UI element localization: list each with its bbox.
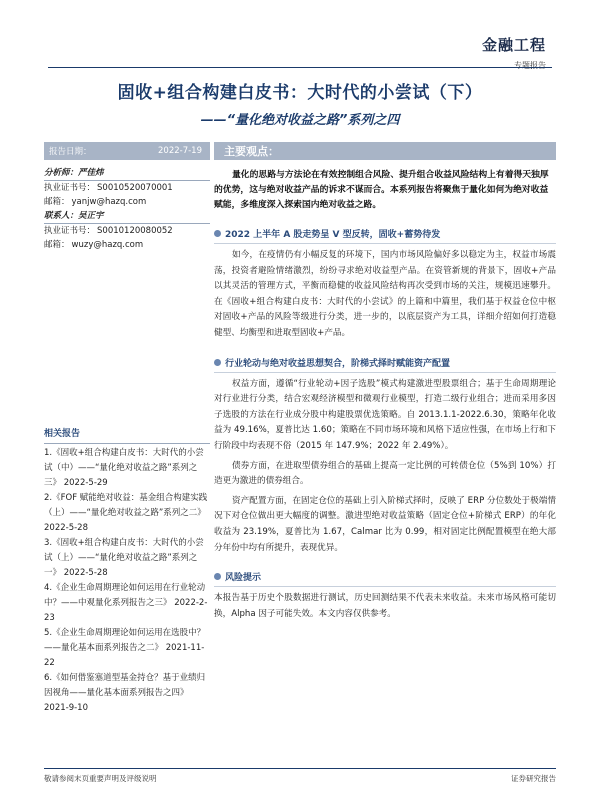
report-subtitle: ——“量化绝对收益之路”系列之四 — [200, 113, 400, 128]
cert-number: S0010520070001 — [97, 183, 173, 193]
related-report-text: 5.《企业生命周期理论如何运用在选股中？——量化基本面系列报告之二》 — [44, 628, 206, 653]
related-reports-list — [44, 446, 212, 716]
analyst-info — [44, 166, 210, 252]
main-content — [214, 142, 556, 622]
cert-label: 执业证书号： — [44, 226, 96, 236]
section-heading — [214, 356, 556, 373]
bullet-dot-icon — [214, 359, 221, 366]
related-reports-title: 相关报告 — [44, 426, 210, 444]
footer-disclaimer: 敬请参阅末页重要声明及评级说明 — [44, 774, 157, 783]
related-report-date: 2022-2-23 — [44, 598, 208, 623]
main-points-heading: 主要观点： — [214, 142, 556, 160]
related-report-text: 3.《固收+组合构建白皮书：大时代的小尝试（上）——“量化绝对收益之路”系列之一》 — [44, 538, 204, 578]
section-title: 2022 上半年 A 股走势呈 V 型反转，固收+蓄势待发 — [225, 230, 441, 240]
related-report-date: 2022-5-29 — [63, 478, 108, 488]
related-report-item[interactable] — [44, 446, 212, 491]
section-title: 风险提示 — [225, 573, 262, 584]
report-date-label: 报告日期： — [49, 147, 92, 157]
footer-label: 证券研究报告 — [511, 774, 556, 783]
related-report-date: 2021-11-22 — [44, 643, 205, 668]
email-link[interactable]: yanjw@hazq.com — [71, 197, 147, 207]
analyst-name: 分析师：严佳炜 — [44, 166, 210, 181]
report-date-bar — [44, 142, 210, 160]
header-divider — [48, 67, 552, 68]
related-report-item[interactable] — [44, 491, 212, 536]
related-report-date: 2021-9-10 — [44, 703, 88, 713]
section-heading — [214, 570, 556, 587]
footer-divider — [44, 768, 556, 769]
summary-paragraph: 量化的思路与方法论在有效控制组合风险、提升组合收益风险结构上有着得天独厚的优势，这与绝对收益产品的诉求不谋而合。本系列报告将聚焦于量化如何为绝对收益赋能，多维度深入探索国内绝对收益之路。 — [214, 170, 549, 210]
body-paragraph: 债券方面，在进取型债券组合的基础上提高一定比例的可转债仓位（5%到 10%）打造更为激进的债券组合。 — [214, 460, 556, 487]
email-label: 邮箱： — [44, 197, 70, 207]
cert-number: S0010120080052 — [97, 226, 173, 236]
analyst-cert-line — [44, 181, 210, 195]
body-paragraph: 资产配置方面，在固定仓位的基础上引入阶梯式择时，反映了 ERP 分位数处于极端情况下对仓位做出更大幅度的调整。激进型绝对收益策略（固定仓位+阶梯式 ERP）的年化收益为 23.19%，夏普比为 1.67，Calmar 比为 0.99，相对固定比例配置模型在绝大部分年份中均有所提升，表现优异。 — [214, 495, 556, 553]
contact-email-line — [44, 238, 210, 252]
related-report-text: 1.《固收+组合构建白皮书：大时代的小尝试（中）——“量化绝对收益之路”系列之三》 — [44, 448, 204, 488]
related-report-item[interactable] — [44, 536, 212, 581]
sidebar — [44, 142, 210, 252]
related-report-text: 2.《FOF 赋能绝对收益：基金组合构建实践（上）——“量化绝对收益之路”系列之二》 — [44, 493, 208, 518]
bullet-dot-icon — [214, 230, 221, 237]
email-label: 邮箱： — [44, 240, 70, 250]
related-report-item[interactable] — [44, 626, 212, 671]
analyst-email-line — [44, 195, 210, 209]
email-link[interactable]: wuzy@hazq.com — [71, 240, 144, 250]
risk-paragraph: 本报告基于历史个股数据进行测试，历史回测结果不代表未来收益。未来市场风格可能切换，Alpha 因子可能失效。本文内容仅供参考。 — [214, 593, 556, 619]
doc-type-label: 专题报告 — [514, 61, 546, 70]
related-report-date: 2022-5-28 — [44, 523, 88, 533]
related-report-item[interactable] — [44, 671, 212, 716]
section-heading — [214, 227, 556, 244]
body-paragraph: 权益方面，遵循“行业轮动+因子选股”模式构建激进型股票组合；基于生命周期理论对行业进行分类，结合宏观经济模型和微观行业模型，打造二级行业组合；进而采用多因子选股的方法在行业成分股中构建股票优选策略。自 2013.1.1-2022.6.30，策略年化收益为 49.16%，夏普比达 1.60；策略在不同市场环境和风格下适应性强，在市场上行和下行阶段中均表现不俗（2015 年 147.9%；2022 年 2.49%）。 — [214, 378, 556, 451]
contact-name: 联系人：吴正宇 — [44, 209, 210, 224]
contact-cert-line — [44, 224, 210, 238]
report-date-value: 2022-7-19 — [158, 146, 202, 156]
related-report-text: 6.《如何借鉴塞道型基金持仓？基于业绩归因视角——量化基本面系列报告之四》 — [44, 673, 206, 698]
report-title: 固收+组合构建白皮书：大时代的小尝试（下） — [117, 83, 483, 103]
body-paragraph: 如今，在疫情仍有小幅反复的环境下，国内市场风险偏好多以稳定为主，权益市场震荡，投资者避险情绪激烈，纷纷寻求绝对收益型产品。在资管新规的背景下，固收+产品以其灵活的管理方式，平衡而稳健的收益风险结构再次受到市场的关注，规模迅速攀升。在《固收+组合构建白皮书：大时代的小尝试》的上篇和中篇里，我们基于权益仓位中枢对固收+产品的风险等级进行分类，进一步的，以底层资产为工具，详细介绍如何打造稳健型、均衡型和进取型固收+产品。 — [214, 250, 556, 338]
header-brand-block — [482, 34, 546, 71]
related-report-text: 4.《企业生命周期理论如何运用在行业轮动中？——中观量化系列报告之三》 — [44, 583, 206, 608]
related-report-date: 2022-5-28 — [63, 568, 108, 578]
section-title: 行业轮动与绝对收益思想契合，阶梯式择时赋能资产配置 — [225, 358, 451, 369]
cert-label: 执业证书号： — [44, 183, 96, 193]
related-report-item[interactable] — [44, 581, 212, 626]
brand-title: 金融工程 — [481, 36, 546, 54]
bullet-dot-icon — [214, 573, 221, 580]
